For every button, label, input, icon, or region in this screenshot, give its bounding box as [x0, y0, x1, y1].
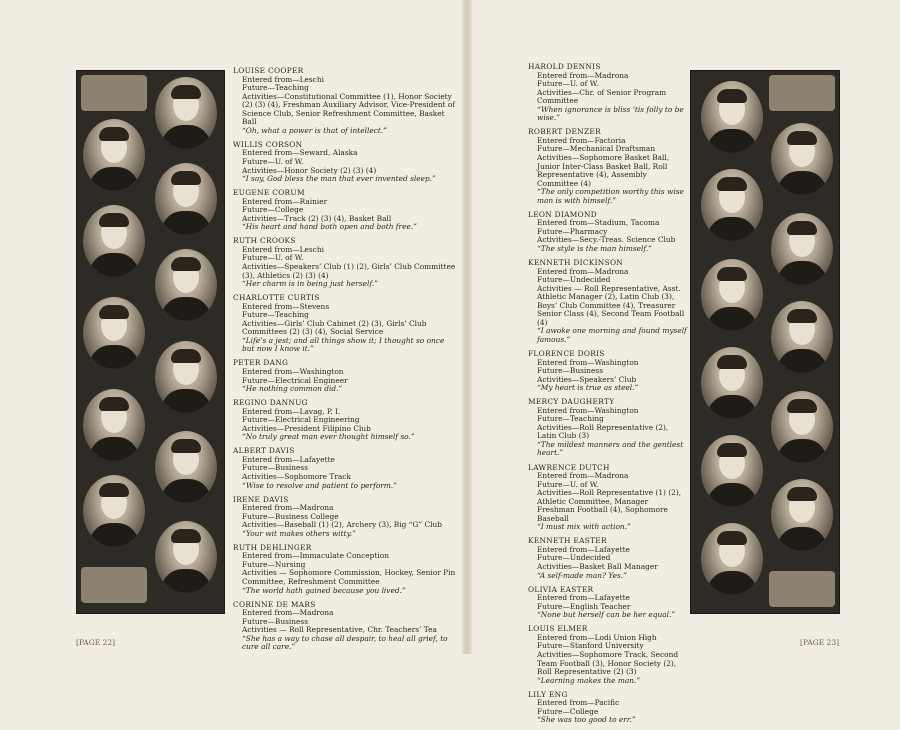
- entered-from: Entered from—Washington: [242, 367, 344, 376]
- future: Future—Teaching: [537, 414, 604, 424]
- portrait-photo: [771, 123, 833, 195]
- future: Future—Business College: [242, 511, 339, 521]
- portrait-photo: [155, 163, 217, 235]
- student-entry: [233, 67, 458, 135]
- top-ornament: [81, 75, 147, 111]
- student-entry: [233, 359, 458, 393]
- student-entry: [528, 537, 688, 580]
- entered-from: Entered from—Lafayette: [537, 593, 630, 603]
- future: Future—Mechanical Draftsman: [537, 144, 656, 154]
- student-entry: [528, 691, 688, 725]
- student-name: KENNETH EASTER: [528, 536, 607, 546]
- student-entry: [528, 350, 688, 393]
- future: Future—Business: [537, 366, 603, 376]
- student-quote: “None but herself can be her equal.”: [537, 610, 676, 620]
- student-name: OLIVIA EASTER: [528, 584, 594, 594]
- future: Future—U. of W.: [242, 253, 304, 263]
- student-entry: [528, 259, 688, 344]
- future: Future—Electrical Engineer: [242, 375, 348, 385]
- activities: Activities—Sophomore Basket Ball, Junior Inter-Class Basket Ball, Roll Representative (4), Assembly Committee (4): [537, 152, 670, 188]
- student-entry: [233, 141, 458, 184]
- portrait-photo: [701, 347, 763, 419]
- future: Future—Undecided: [537, 275, 611, 285]
- student-quote: “He nothing common did.”: [242, 384, 343, 394]
- portrait-photo: [83, 297, 145, 369]
- portrait-photo: [701, 435, 763, 507]
- student-entry: [528, 625, 688, 685]
- entered-from: Entered from—Washington: [537, 405, 639, 415]
- student-quote: “Her charm is in being just herself.”: [242, 279, 378, 289]
- student-entry: [528, 63, 688, 123]
- entered-from: Entered from—Pacific: [537, 698, 620, 708]
- entered-from: Entered from—Stevens: [242, 301, 330, 311]
- activities: Activities—Basket Ball Manager: [537, 562, 658, 572]
- right-text-column: [528, 63, 688, 730]
- student-name: REGINO DANNUG: [233, 398, 308, 408]
- entered-from: Entered from—Madrona: [537, 471, 629, 481]
- future: Future—Undecided: [537, 553, 611, 563]
- bottom-ornament: [81, 567, 147, 603]
- entered-from: Entered from—Lodi Union High: [537, 632, 657, 642]
- future: Future—Teaching: [242, 310, 309, 320]
- student-entry: [233, 601, 458, 652]
- student-name: FLORENCE DORIS: [528, 348, 605, 358]
- student-quote: “The world hath gained because you lived.”: [242, 585, 406, 595]
- student-name: MERCY DAUGHERTY: [528, 397, 615, 407]
- entered-from: Entered from—Lafayette: [242, 454, 335, 464]
- activities: Activities—Track (2) (3) (4), Basket Ball: [242, 213, 392, 223]
- student-quote: “Life’s a jest; and all things show it; I thought so once but now I know it.”: [242, 335, 445, 354]
- future: Future—English Teacher: [537, 601, 631, 611]
- entered-from: Entered from—Immaculate Conception: [242, 551, 389, 561]
- future: Future—College: [537, 706, 599, 716]
- student-name: KENNETH DICKINSON: [528, 257, 624, 267]
- entered-from: Entered from—Madrona: [242, 503, 334, 513]
- student-entry: [528, 398, 688, 458]
- entered-from: Entered from—Rainier: [242, 196, 328, 206]
- portrait-photo: [155, 249, 217, 321]
- activities: Activities — Sophomore Commission, Hockey, Senior Pin Committee, Refreshment Committee: [242, 568, 456, 587]
- student-entry: [528, 586, 688, 620]
- student-name: ALBERT DAVIS: [233, 446, 295, 456]
- student-quote: “She has a way to chase all despair, to heal all grief, to cure all care.”: [242, 633, 448, 652]
- left-photo-strip: [76, 70, 225, 614]
- entered-from: Entered from—Seward, Alaska: [242, 148, 358, 158]
- student-quote: “No truly great man ever thought himself so.”: [242, 432, 415, 442]
- activities: Activities—Roll Representative (1) (2), Athletic Committee, Manager Freshman Football (4), Sophomore Baseball: [537, 488, 682, 523]
- future: Future—Nursing: [242, 559, 306, 569]
- portrait-photo: [83, 205, 145, 277]
- student-quote: “Your wit makes others witty.”: [242, 528, 356, 538]
- student-entry: [233, 399, 458, 442]
- future: Future—U. of W.: [537, 79, 599, 89]
- portrait-photo: [83, 119, 145, 191]
- student-entry: [233, 189, 458, 232]
- page-number-right: [PAGE 23]: [800, 638, 840, 647]
- student-entry: [233, 294, 458, 354]
- left-text-column: [233, 67, 458, 657]
- portrait-photo: [701, 81, 763, 153]
- entered-from: Entered from—Factoria: [537, 135, 626, 145]
- student-entry: [233, 237, 458, 288]
- future: Future—U. of W.: [242, 156, 304, 166]
- student-entry: [528, 128, 688, 205]
- future: Future—Stanford University: [537, 641, 644, 651]
- activities: Activities—Secy.-Treas. Science Club: [537, 235, 676, 245]
- activities: Activities—Sophomore Track: [242, 472, 351, 482]
- student-quote: “She was too good to err.”: [537, 715, 636, 725]
- portrait-photo: [771, 213, 833, 285]
- entered-from: Entered from—Lavag, P. I.: [242, 406, 341, 416]
- student-entry: [528, 211, 688, 254]
- future: Future—Pharmacy: [537, 226, 608, 236]
- student-name: CORINNE DE MARS: [233, 599, 316, 609]
- student-name: PETER DANG: [233, 358, 289, 368]
- student-quote: “His heart and hand both open and both free.”: [242, 222, 417, 232]
- activities: Activities — Roll Representative, Asst. Athletic Manager (2), Latin Club (3), Boys’ Club Committee (4), Treasurer Senior Class (4), Second Team Football (4): [537, 283, 685, 327]
- portrait-photo: [83, 389, 145, 461]
- right-photo-strip: [690, 70, 840, 614]
- activities: Activities—Sophomore Track, Second Team Football (3), Honor Society (2), Roll Representative (2) (3): [537, 649, 679, 677]
- student-quote: “I say, God bless the man that ever invented sleep.”: [242, 174, 436, 184]
- future: Future—U. of W.: [537, 479, 599, 489]
- activities: Activities — Roll Representative, Chr. Teachers’ Tea: [242, 625, 437, 635]
- portrait-photo: [155, 431, 217, 503]
- student-name: ROBERT DENZER: [528, 127, 601, 137]
- student-name: LEON DIAMOND: [528, 209, 597, 219]
- student-name: CHARLOTTE CURTIS: [233, 293, 320, 303]
- future: Future—Teaching: [242, 83, 309, 93]
- entered-from: Entered from—Washington: [537, 357, 639, 367]
- activities: Activities—Chr. of Senior Program Committee: [537, 87, 667, 106]
- portrait-photo: [771, 391, 833, 463]
- student-quote: “The mildest manners and the gentlest heart.”: [537, 439, 684, 458]
- student-name: RUTH CROOKS: [233, 236, 296, 246]
- activities: Activities—Constitutional Committee (1), Honor Society (2) (3) (4), Freshman Auxiliary Advisor, Vice-President of Science Club, Senior Refreshment Committee, Basket Ball: [242, 91, 455, 127]
- student-name: LAWRENCE DUTCH: [528, 462, 610, 472]
- activities: Activities—Speakers’ Club: [537, 374, 637, 384]
- student-entry: [528, 464, 688, 532]
- student-quote: “My heart is true as steel.”: [537, 383, 639, 393]
- future: Future—Electrical Engineering: [242, 415, 360, 425]
- student-name: LILY ENG: [528, 689, 568, 699]
- portrait-photo: [771, 479, 833, 551]
- student-entry: [233, 447, 458, 490]
- entered-from: Entered from—Leschi: [242, 74, 324, 84]
- entered-from: Entered from—Madrona: [242, 608, 334, 618]
- activities: Activities—Girls’ Club Cabinet (2) (3), Girls’ Club Committees (2) (3) (4), Social Service: [242, 318, 427, 337]
- student-quote: “The style is the man himself.”: [537, 243, 652, 253]
- page-gutter: [462, 0, 472, 654]
- student-quote: “Learning makes the man.”: [537, 675, 641, 685]
- activities: Activities—Speakers’ Club (1) (2), Girls’ Club Committee (3), Athletics (2) (3) (4): [242, 261, 456, 280]
- student-name: HAROLD DENNIS: [528, 62, 601, 71]
- portrait-photo: [155, 77, 217, 149]
- student-quote: “A self-made man? Yes.”: [537, 570, 627, 580]
- portrait-photo: [155, 341, 217, 413]
- portrait-photo: [701, 169, 763, 241]
- student-entry: [233, 544, 458, 595]
- activities: Activities—President Filipino Club: [242, 423, 371, 433]
- activities: Activities—Baseball (1) (2), Archery (3), Big “G” Club: [242, 520, 443, 530]
- student-name: EUGENE CORUM: [233, 188, 305, 198]
- student-name: IRENE DAVIS: [233, 494, 289, 504]
- entered-from: Entered from—Madrona: [537, 70, 629, 80]
- page-number-left: [PAGE 22]: [76, 638, 116, 647]
- entered-from: Entered from—Madrona: [537, 266, 629, 276]
- student-quote: “I must mix with action.”: [537, 522, 631, 532]
- activities: Activities—Honor Society (2) (3) (4): [242, 165, 377, 175]
- portrait-photo: [771, 301, 833, 373]
- portrait-photo: [701, 259, 763, 331]
- portrait-photo: [155, 521, 217, 593]
- student-quote: “Wise to resolve and patient to perform.”: [242, 480, 397, 490]
- student-quote: “When ignorance is bliss ’tis folly to be wise.”: [537, 104, 684, 123]
- portrait-photo: [83, 475, 145, 547]
- future: Future—Business: [242, 463, 308, 473]
- top-ornament: [769, 75, 835, 111]
- activities: Activities—Roll Representative (2), Latin Club (3): [537, 422, 669, 441]
- student-entry: [233, 496, 458, 539]
- entered-from: Entered from—Stadium, Tacoma: [537, 218, 660, 228]
- entered-from: Entered from—Leschi: [242, 244, 324, 254]
- student-quote: “The only competition worthy this wise man is with himself.”: [537, 187, 684, 205]
- entered-from: Entered from—Lafayette: [537, 544, 630, 554]
- bottom-ornament: [769, 571, 835, 607]
- student-quote: “I awoke one morning and found myself famous.”: [537, 326, 687, 344]
- future: Future—Business: [242, 616, 308, 626]
- future: Future—College: [242, 205, 304, 215]
- student-name: WILLIS CORSON: [233, 139, 303, 149]
- student-name: LOUIS ELMER: [528, 624, 588, 634]
- student-name: LOUISE COOPER: [233, 66, 304, 75]
- student-quote: “Oh, what a power is that of intellect.”: [242, 125, 387, 135]
- portrait-photo: [701, 523, 763, 595]
- student-name: RUTH DEHLINGER: [233, 542, 312, 552]
